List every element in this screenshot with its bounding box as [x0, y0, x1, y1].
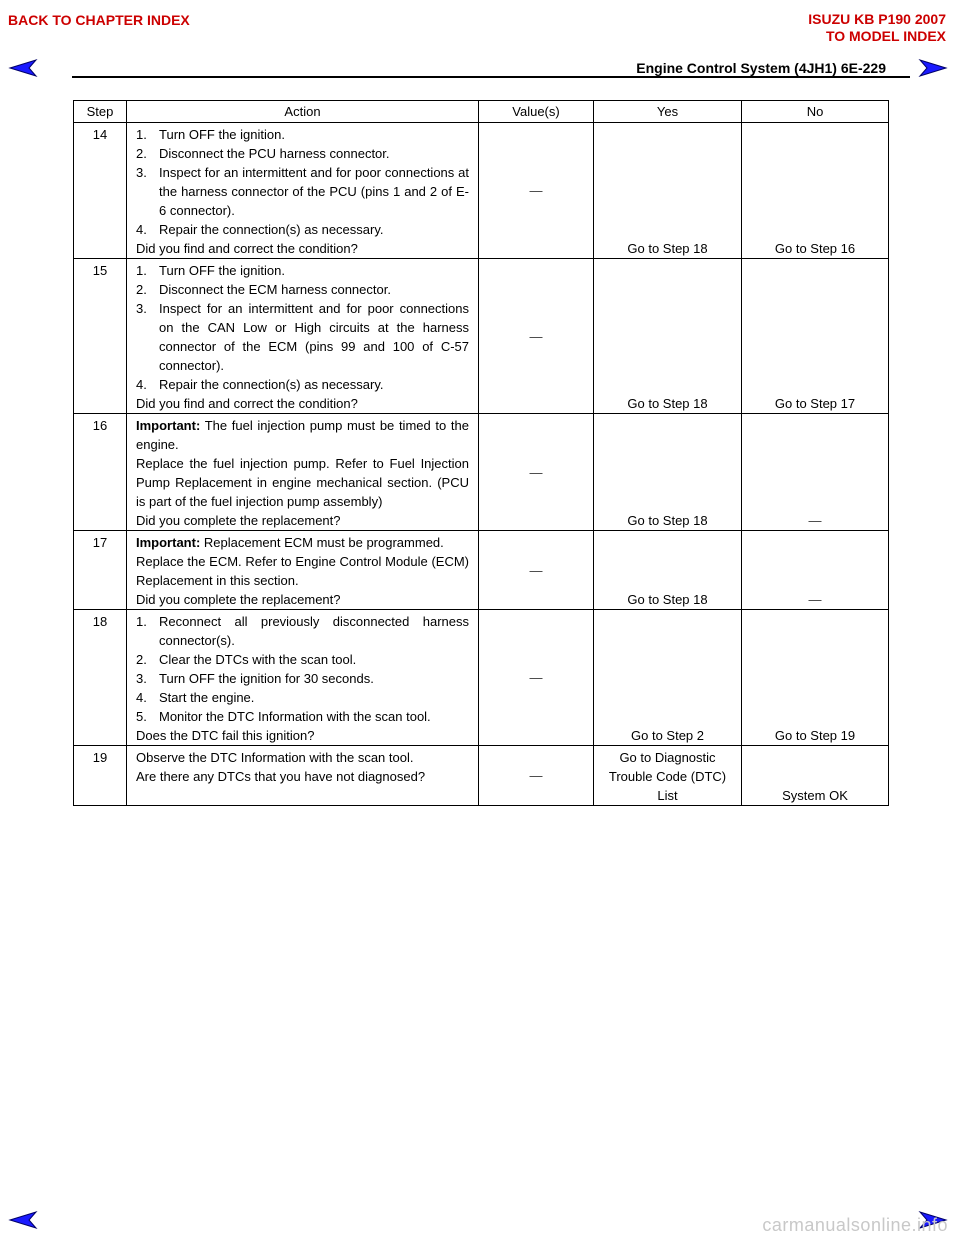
yes-cell: Go to Step 18 [594, 414, 742, 531]
header-no: No [742, 101, 889, 123]
action-cell [127, 610, 479, 746]
table-row [74, 123, 889, 259]
yes-cell [594, 746, 742, 806]
action-item: 2. Disconnect the PCU harness connector. [136, 146, 390, 161]
step-number: 17 [74, 531, 127, 610]
action-question: Are there any DTCs that you have not diagnosed? [136, 769, 426, 784]
action-cell [127, 259, 479, 414]
model-title: ISUZU KB P190 2007 [808, 11, 946, 27]
action-question: Did you complete the replacement? [136, 592, 341, 607]
table-row [74, 746, 889, 806]
value-cell: — [479, 259, 594, 414]
action-question: Does the DTC fail this ignition? [136, 728, 315, 743]
table-row [74, 531, 889, 610]
table-row [74, 610, 889, 746]
no-cell: System OK [742, 746, 889, 806]
action-item: 3. Turn OFF the ignition for 30 seconds. [136, 671, 374, 686]
diagnostic-table [73, 100, 889, 806]
action-item: 1. Turn OFF the ignition. [136, 263, 285, 278]
yes-line: Trouble Code (DTC) [608, 769, 727, 784]
action-question: Did you find and correct the condition? [136, 241, 358, 256]
action-cell [127, 746, 479, 806]
yes-line: List [657, 788, 678, 803]
action-body: Replace the fuel injection pump. Refer to Fuel Injection Pump Replacement in engine mechanical section. (PCU is part of the fuel injection pump assembly) [136, 456, 469, 509]
no-cell: Go to Step 19 [742, 610, 889, 746]
action-item: 2. Disconnect the ECM harness connector. [136, 282, 391, 297]
action-body: Replace the ECM. Refer to Engine Control Module (ECM) Replacement in this section. [136, 554, 469, 588]
table-header-row [74, 101, 889, 123]
no-cell: Go to Step 17 [742, 259, 889, 414]
value-cell: — [479, 414, 594, 531]
header-yes: Yes [594, 101, 742, 123]
yes-cell: Go to Step 18 [594, 531, 742, 610]
yes-line: Go to Diagnostic [619, 750, 716, 765]
no-cell: — [742, 414, 889, 531]
value-cell: — [479, 610, 594, 746]
header-action: Action [127, 101, 479, 123]
action-cell [127, 531, 479, 610]
table-row [74, 414, 889, 531]
model-index-link[interactable] [808, 11, 946, 45]
yes-cell: Go to Step 18 [594, 123, 742, 259]
action-body: Observe the DTC Information with the scan tool. [136, 750, 414, 765]
action-item: 3. Inspect for an intermittent and for poor connections on the CAN Low or High circuits at the harness connector of the ECM (pins 99 and 100 of C-57 connector). [136, 301, 469, 373]
to-model-index[interactable]: TO MODEL INDEX [825, 28, 946, 44]
arrow-left-icon[interactable] [8, 58, 38, 78]
step-number: 15 [74, 259, 127, 414]
important-note: Important: Replacement ECM must be programmed. [136, 535, 444, 550]
header-values: Value(s) [479, 101, 594, 123]
value-cell: — [479, 746, 594, 806]
back-to-chapter-index-link[interactable]: BACK TO CHAPTER INDEX [8, 12, 190, 28]
action-question: Did you find and correct the condition? [136, 396, 358, 411]
action-item: 4. Start the engine. [136, 690, 255, 705]
header-step: Step [74, 101, 127, 123]
step-number: 14 [74, 123, 127, 259]
action-item: 1. Turn OFF the ignition. [136, 127, 285, 142]
arrow-right-icon[interactable] [918, 58, 948, 78]
page-header-title: Engine Control System (4JH1) 6E-229 [636, 60, 886, 76]
action-item: 4. Repair the connection(s) as necessary. [136, 377, 384, 392]
action-question: Did you complete the replacement? [136, 513, 341, 528]
action-item: 3. Inspect for an intermittent and for poor connections at the harness connector of the PCU (pins 1 and 2 of E-6 connector). [136, 165, 469, 218]
table-row [74, 259, 889, 414]
step-number: 16 [74, 414, 127, 531]
value-cell: — [479, 531, 594, 610]
yes-cell: Go to Step 2 [594, 610, 742, 746]
action-item: 4. Repair the connection(s) as necessary. [136, 222, 384, 237]
action-item: 2. Clear the DTCs with the scan tool. [136, 652, 357, 667]
action-cell [127, 123, 479, 259]
no-cell: — [742, 531, 889, 610]
value-cell: — [479, 123, 594, 259]
arrow-left-icon[interactable] [8, 1210, 38, 1230]
important-note: Important: The fuel injection pump must be timed to the engine. [136, 418, 469, 452]
action-cell [127, 414, 479, 531]
no-cell: Go to Step 16 [742, 123, 889, 259]
action-item: 5. Monitor the DTC Information with the scan tool. [136, 709, 431, 724]
header-rule [72, 76, 910, 78]
step-number: 19 [74, 746, 127, 806]
action-item: 1. Reconnect all previously disconnected harness connector(s). [136, 614, 469, 648]
yes-cell: Go to Step 18 [594, 259, 742, 414]
step-number: 18 [74, 610, 127, 746]
watermark: carmanualsonline.info [762, 1215, 948, 1235]
